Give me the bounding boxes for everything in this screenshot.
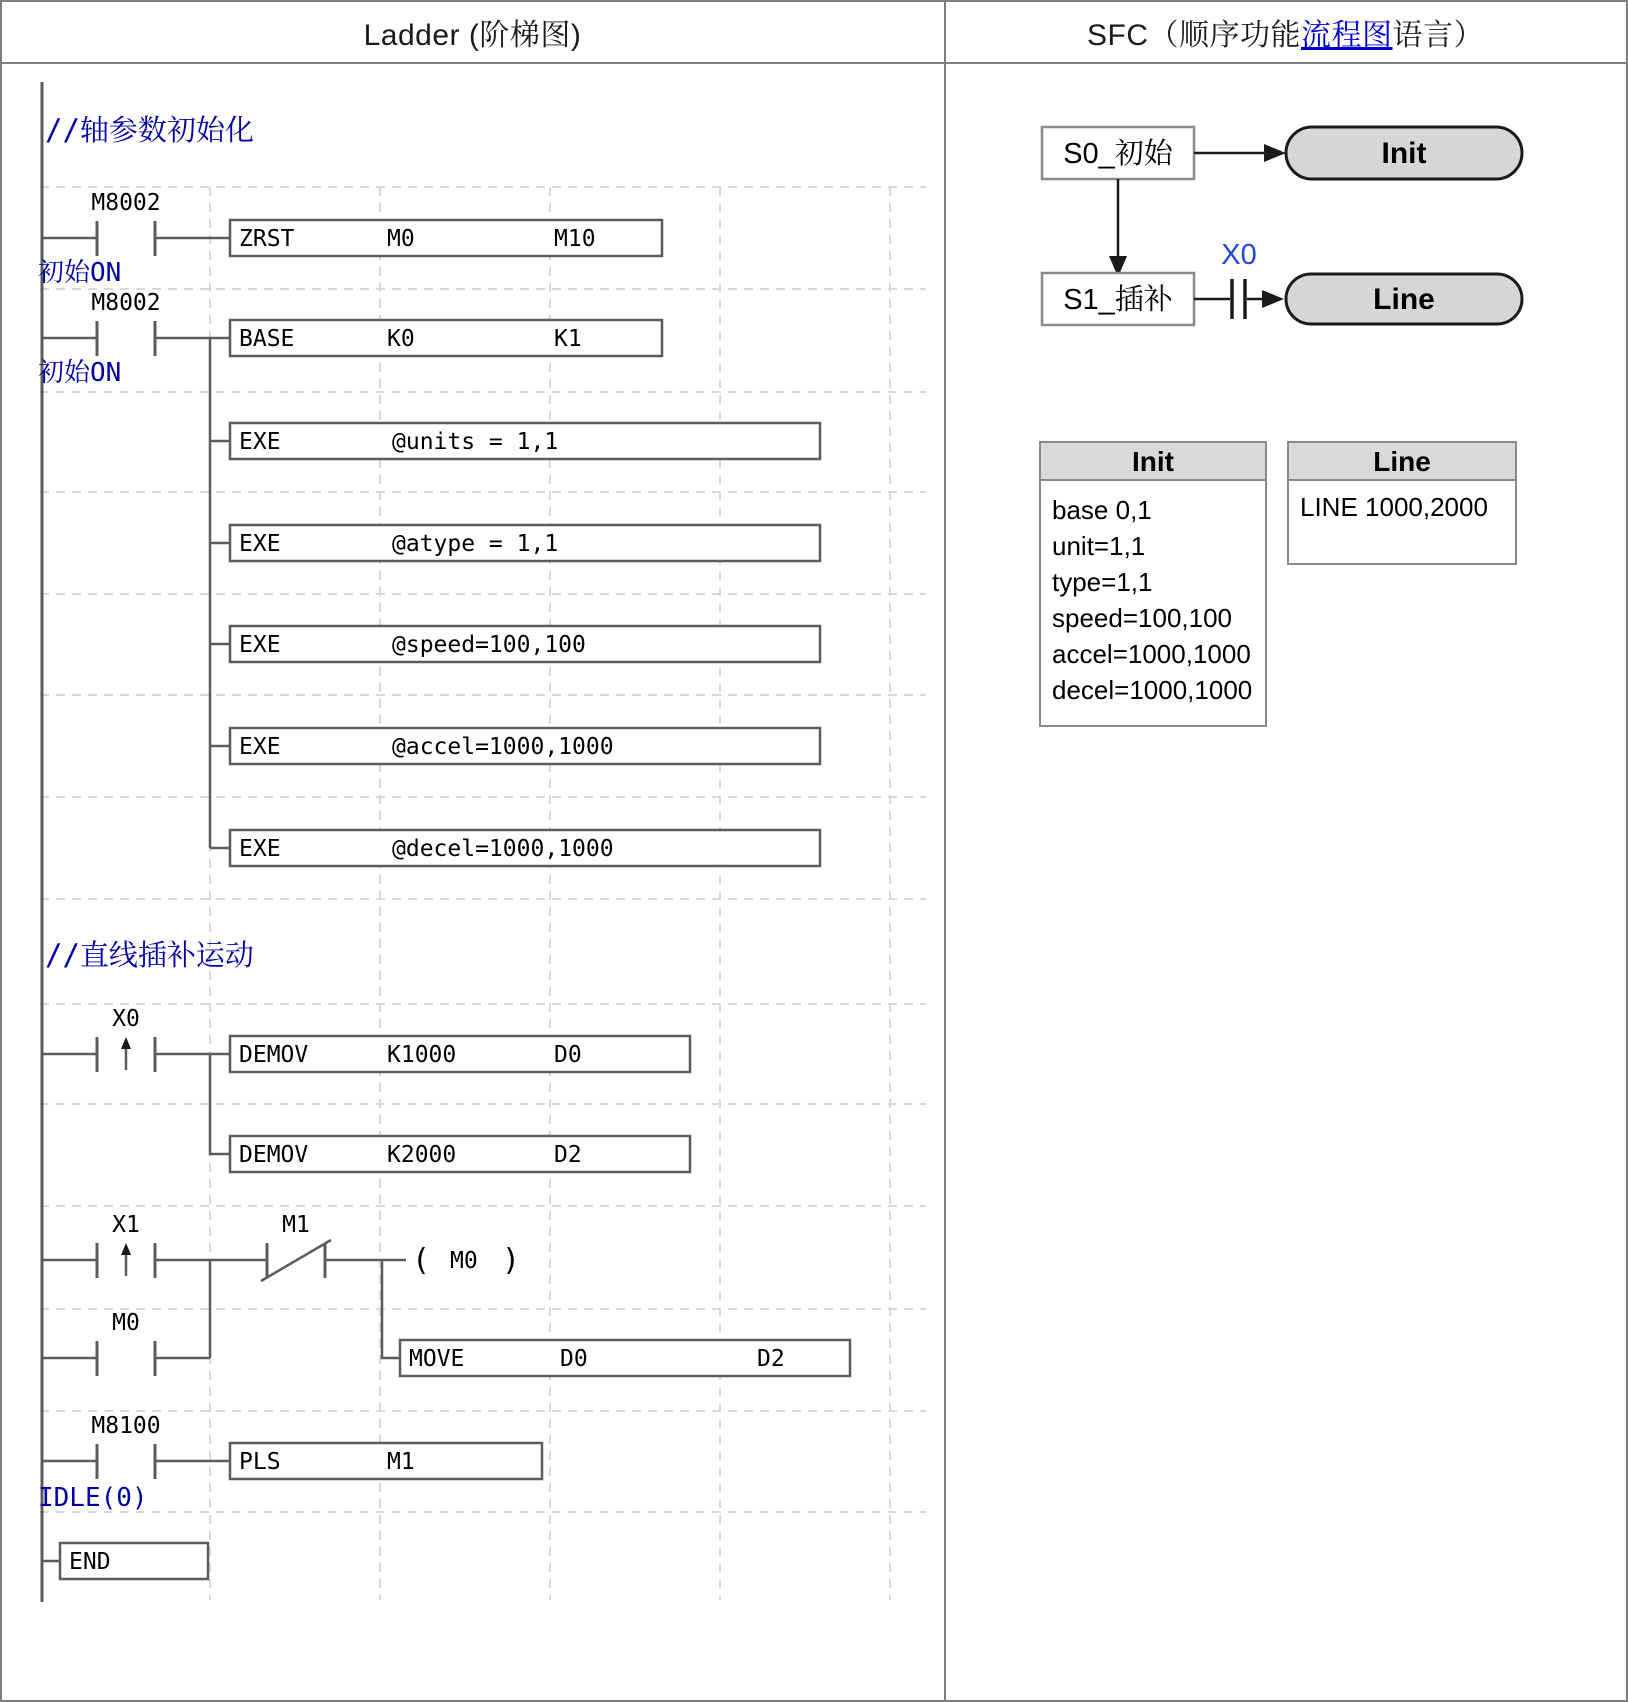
sfc-step-s1-label: S1_插补 [1063, 284, 1173, 316]
end-opcode: END [69, 1549, 111, 1575]
init-table-row-1: base 0,1 [1052, 495, 1152, 525]
ladder-grid [40, 187, 926, 1600]
no-contact-symbol-m8002-1 [97, 221, 155, 256]
sfc-action-init-label: Init [1381, 137, 1427, 170]
exe-decel-opcode: EXE [239, 836, 281, 862]
arrow-s0-to-s1 [1109, 179, 1127, 277]
sfc-panel [1040, 127, 1522, 726]
init-table-row-5: accel=1000,1000 [1052, 639, 1251, 669]
rung-exe-accel [210, 728, 820, 764]
init-table-title: Init [1132, 446, 1174, 477]
zrst-operand-1: M0 [387, 226, 415, 252]
exe-accel-opcode: EXE [239, 734, 281, 760]
nc-contact-symbol-m1 [261, 1240, 331, 1281]
contact-comment-init-on-1: 初始ON [38, 258, 122, 288]
rising-edge-contact-symbol-x0 [97, 1037, 155, 1072]
pls-opcode: PLS [239, 1449, 281, 1475]
line-action-table [1288, 442, 1516, 564]
line-table-row-1: LINE 1000,2000 [1300, 492, 1488, 522]
no-contact-symbol-m0 [97, 1341, 155, 1376]
init-table-row-6: decel=1000,1000 [1052, 675, 1253, 705]
exe-decel-operand: @decel=1000,1000 [392, 836, 614, 862]
base-operand-1: K0 [387, 326, 415, 352]
sfc-step-s0-label: S0_初始 [1063, 138, 1173, 170]
sfc-transition-x0-contact [1194, 279, 1284, 319]
rung-exe-atype [210, 525, 820, 561]
init-table-row-4: speed=100,100 [1052, 603, 1233, 633]
coil-close-paren: ) [502, 1243, 521, 1278]
arrow-s0-to-init [1194, 144, 1286, 162]
init-action-table [1040, 442, 1266, 726]
no-contact-symbol-m8100 [97, 1444, 155, 1479]
comment-axis-init: //轴参数初始化 [45, 113, 254, 147]
coil-symbol-m0 [412, 1243, 520, 1278]
contact-label-m8002-1: M8002 [91, 190, 161, 216]
sfc-action-line-label: Line [1373, 283, 1435, 316]
rung-zrst [38, 190, 662, 288]
exe-accel-operand: @accel=1000,1000 [392, 734, 614, 760]
demov-y-opcode: DEMOV [239, 1142, 309, 1168]
no-contact-symbol-m8002-2 [97, 321, 155, 356]
rung-interlock [42, 1212, 850, 1376]
zrst-opcode: ZRST [239, 226, 295, 252]
move-operand-1: D0 [560, 1346, 588, 1372]
contact-label-x0: X0 [112, 1006, 140, 1032]
exe-units-operand: @units = 1,1 [392, 429, 559, 455]
zrst-operand-2: M10 [554, 226, 596, 252]
contact-label-m1: M1 [282, 1212, 310, 1238]
init-table-row-2: unit=1,1 [1052, 531, 1146, 561]
sfc-transition-x0-label: X0 [1221, 239, 1257, 271]
init-table-row-3: type=1,1 [1052, 567, 1153, 597]
coil-label-m0: M0 [450, 1248, 478, 1274]
rung-end [42, 1543, 208, 1579]
move-operand-2: D2 [757, 1346, 785, 1372]
rung-exe-speed [210, 626, 820, 662]
coil-open-paren: ( [412, 1243, 431, 1278]
demov-y-operand-1: K2000 [387, 1142, 457, 1168]
move-opcode: MOVE [409, 1346, 465, 1372]
sfc-title-post: 语言） [1392, 19, 1484, 52]
contact-comment-idle: IDLE(0) [38, 1483, 148, 1513]
ladder-title-text: Ladder (阶梯图) [363, 19, 582, 52]
exe-speed-opcode: EXE [239, 632, 281, 658]
comment-linear-interpolation: //直线插补运动 [45, 938, 254, 972]
ladder-panel [38, 82, 850, 1602]
contact-comment-init-on-2: 初始ON [38, 358, 122, 388]
contact-label-m0: M0 [112, 1310, 140, 1336]
rung-demov [42, 1006, 690, 1172]
exe-units-opcode: EXE [239, 429, 281, 455]
rung-exe-decel [210, 830, 820, 866]
demov-x-opcode: DEMOV [239, 1042, 309, 1068]
demov-y-operand-2: D2 [554, 1142, 582, 1168]
diagram-canvas [2, 2, 1628, 1702]
line-table-title: Line [1373, 446, 1431, 477]
rung-exe-units [210, 423, 820, 459]
demov-x-operand-2: D0 [554, 1042, 582, 1068]
contact-label-m8002-2: M8002 [91, 290, 161, 316]
demov-x-operand-1: K1000 [387, 1042, 457, 1068]
rising-edge-contact-symbol-x1 [97, 1243, 155, 1278]
exe-speed-operand: @speed=100,100 [392, 632, 586, 658]
rung-pls [38, 1413, 542, 1513]
sfc-title-pre: SFC（顺序功能 [1087, 19, 1301, 52]
sfc-title-flowchart-link[interactable]: 流程图 [1301, 19, 1393, 52]
instruction-box-zrst [230, 220, 662, 256]
exe-atype-opcode: EXE [239, 531, 281, 557]
contact-label-x1: X1 [112, 1212, 140, 1238]
base-operand-2: K1 [554, 326, 582, 352]
base-opcode: BASE [239, 326, 295, 352]
instruction-box-base [230, 320, 662, 356]
pls-operand-1: M1 [387, 1449, 415, 1475]
contact-label-m8100: M8100 [91, 1413, 161, 1439]
exe-atype-operand: @atype = 1,1 [392, 531, 559, 557]
